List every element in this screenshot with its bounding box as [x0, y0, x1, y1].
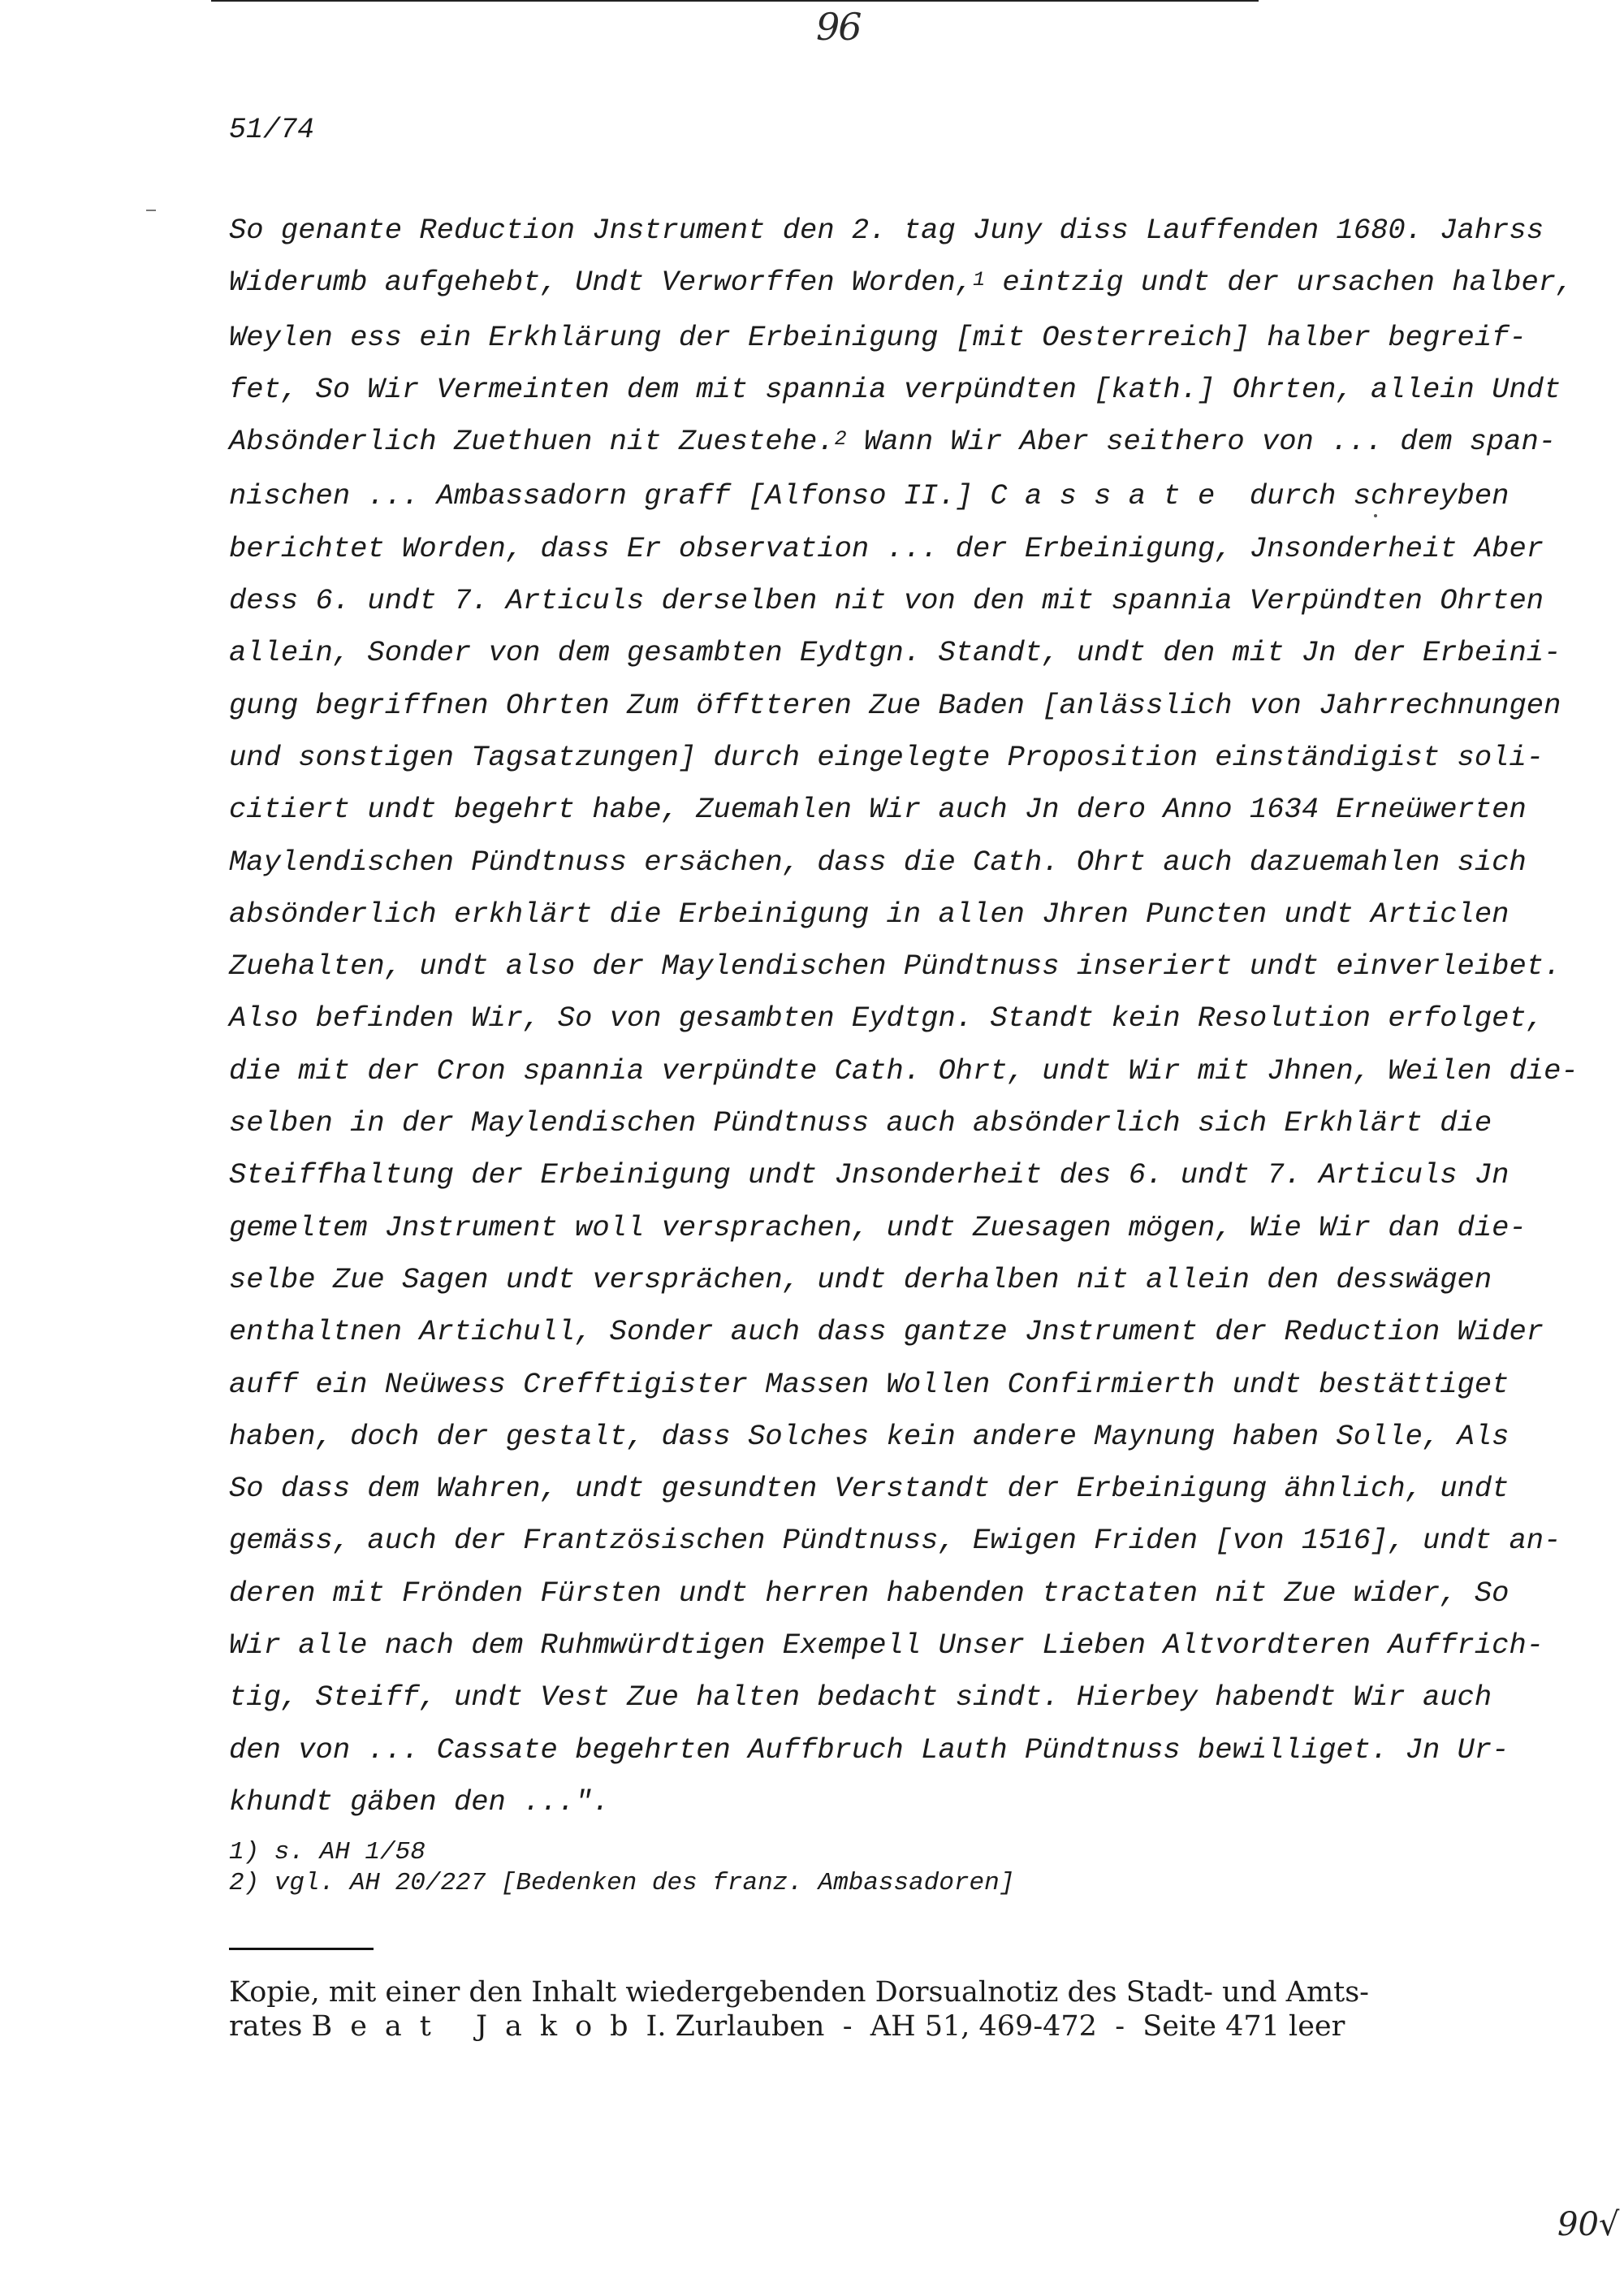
body-line: und sonstigen Tagsatzungen] durch eingelegte Proposition einständigist soli- — [229, 740, 1544, 774]
body-line: gemäss, auch der Frantzösischen Pündtnuss, Ewigen Friden [von 1516], undt an- — [229, 1524, 1561, 1558]
body-line: Absönderlich Zuethuen nit Zuestehe. — [229, 425, 835, 459]
body-line: nischen ... Ambassadorn graff [Alfonso II.] C a s s a t e durch schreyben — [229, 479, 1510, 513]
body-line: gung begriffnen Ohrten Zum öfftteren Zue Baden [anlässlich von Jahrrechnungen — [229, 688, 1561, 722]
body-line: enthaltnen Artichull, Sonder auch dass gantze Jnstrument der Reduction Wider — [229, 1315, 1544, 1349]
source-note-line-1: Kopie, mit einer den Inhalt wiedergebenden Dorsualnotiz des Stadt- und Amts- — [229, 1976, 1369, 2009]
body-line: auff ein Neüwess Crefftigister Massen Wollen Confirmierth undt bestättiget — [229, 1367, 1510, 1401]
body-line: allein, Sonder von dem gesambten Eydtgn. Standt, undt den mit Jn der Erbeini- — [229, 636, 1561, 670]
body-line: So dass dem Wahren, undt gesundten Verstandt der Erbeinigung ähnlich, undt — [229, 1472, 1510, 1506]
footnote-marker: 1 — [973, 268, 986, 292]
body-line: Maylendischen Pündtnuss ersächen, dass die Cath. Ohrt auch dazuemahlen sich — [229, 845, 1527, 879]
body-line: dess 6. undt 7. Articuls derselben nit von den mit spannia Verpündten Ohrten — [229, 584, 1544, 618]
body-line: gemeltem Jnstrument woll versprachen, undt Zuesagen mögen, Wie Wir dan die- — [229, 1210, 1527, 1244]
footnotes — [229, 1837, 1014, 1899]
corner-handwritten-mark: 90√ — [1557, 2206, 1620, 2243]
body-line: Steiffhaltung der Erbeinigung undt Jnsonderheit des 6. undt 7. Articuls Jn — [229, 1158, 1510, 1192]
source-note — [229, 1975, 1369, 2044]
footnote-marker: 2 — [834, 427, 847, 452]
body-line: selbe Zue Sagen undt versprächen, undt derhalben nit allein den desswägen — [229, 1262, 1492, 1296]
body-line: eintzig undt der ursachen halber, — [985, 266, 1574, 300]
footnote-2: 2) vgl. AH 20/227 [Bedenken des franz. Ambassadoren] — [229, 1869, 1015, 1897]
body-line: Wir alle nach dem Ruhmwürdtigen Exempell Unser Lieben Altvordteren Auffrich- — [229, 1628, 1544, 1663]
body-line: citiert undt begehrt habe, Zuemahlen Wir auch Jn dero Anno 1634 Erneüwerten — [229, 793, 1527, 827]
document-reference: 51/74 — [229, 114, 315, 146]
body-line: Zuehalten, undt also der Maylendischen Pündtnuss inseriert undt einverleibet. — [229, 949, 1561, 984]
handwritten-page-number: 96 — [816, 5, 861, 49]
body-line: Widerumb aufgehebt, Undt Verworffen Worden, — [229, 266, 974, 300]
footnote-1: 1) s. AH 1/58 — [229, 1838, 425, 1866]
source-note-prefix: rates — [229, 2010, 312, 2043]
source-note-suffix: I. Zurlauben - AH 51, 469-472 - Seite 471 leer — [646, 2010, 1345, 2043]
top-border-line — [211, 0, 1259, 2]
body-line: den von ... Cassate begehrten Auffbruch Lauth Pündtnuss bewilliget. Jn Ur- — [229, 1732, 1510, 1767]
body-line: absönderlich erkhlärt die Erbeinigung in allen Jhren Puncten undt Articlen — [229, 897, 1510, 931]
body-line: Wann Wir Aber seithero von ... dem span- — [846, 425, 1557, 459]
body-line: So genante Reduction Jnstrument den 2. tag Juny diss Lauffenden 1680. Jahrss — [229, 214, 1544, 247]
body-line: berichtet Worden, dass Er observation ... der Erbeinigung, Jnsonderheit Aber — [229, 531, 1544, 565]
margin-mark — [146, 210, 156, 211]
body-line: Weylen ess ein Erkhlärung der Erbeinigung [mit Oesterreich] halber begreif- — [229, 320, 1527, 354]
body-line: die mit der Cron spannia verpündte Cath. Ohrt, undt Wir mit Jhnen, Weilen die- — [229, 1053, 1579, 1088]
body-line: khundt gäben den ...". — [229, 1784, 610, 1819]
body-line: Also befinden Wir, So von gesambten Eydtgn. Standt kein Resolution erfolget, — [229, 1001, 1544, 1036]
body-line: deren mit Frönden Fürsten undt herren habenden tractaten nit Zue wider, So — [229, 1576, 1510, 1610]
body-line: tig, Steiff, undt Vest Zue halten bedacht sindt. Hierbey habendt Wir auch — [229, 1680, 1492, 1715]
document-body — [229, 205, 1579, 1828]
source-note-name: Beat Jakob — [311, 2010, 646, 2043]
body-line: haben, doch der gestalt, dass Solches kein andere Maynung haben Solle, Als — [229, 1419, 1510, 1453]
body-line: fet, So Wir Vermeinten dem mit spannia verpündten [kath.] Ohrten, allein Undt — [229, 372, 1561, 406]
body-line: selben in der Maylendischen Pündtnuss auch absönderlich sich Erkhlärt die — [229, 1106, 1492, 1140]
footnote-separator — [229, 1948, 374, 1950]
